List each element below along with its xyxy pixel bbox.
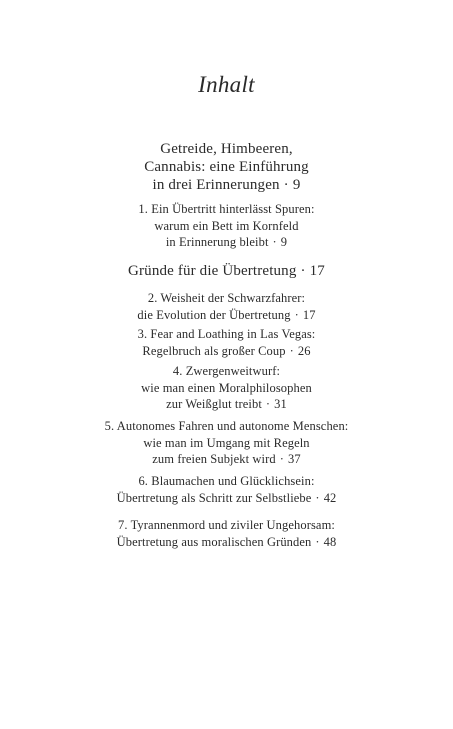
toc-entry-line: Cannabis: eine Einführung bbox=[144, 159, 309, 175]
toc-entry-last-line bbox=[0, 534, 453, 551]
toc-entry-line: in drei Erinnerungen bbox=[152, 177, 280, 193]
toc-entry-line: zur Weißglut treibt bbox=[166, 397, 262, 411]
page-separator: · bbox=[289, 343, 294, 358]
page-number: 42 bbox=[323, 490, 337, 505]
toc-entry-line: 5. Autonomes Fahren und autonome Menschen: bbox=[104, 419, 349, 433]
toc-entry-line: wie man einen Moralphilosophen bbox=[141, 380, 312, 395]
toc-entry-last-line bbox=[0, 307, 453, 324]
toc-entry-last-line bbox=[0, 490, 453, 507]
toc-chapter-entry bbox=[0, 473, 453, 506]
toc-chapter-entry bbox=[0, 326, 453, 359]
toc-entry-line: wie man im Umgang mit Regeln bbox=[143, 435, 310, 450]
toc-chapter-entry bbox=[0, 517, 453, 550]
page-number: 26 bbox=[297, 343, 311, 358]
toc-entry-last-line bbox=[0, 176, 453, 194]
toc-chapter-entry bbox=[0, 418, 453, 468]
page-separator: · bbox=[294, 307, 299, 322]
toc-chapter-entry bbox=[0, 201, 453, 251]
page-separator: · bbox=[300, 263, 306, 279]
toc-entry-line: Übertretung als Schritt zur Selbstliebe bbox=[116, 490, 312, 505]
toc-entry-line: in Erinnerung bleibt bbox=[165, 235, 269, 249]
toc-entry-line: 6. Blaumachen und Glücklichsein: bbox=[138, 474, 315, 488]
page-number: 9 bbox=[292, 177, 301, 193]
page-number: 17 bbox=[309, 263, 325, 279]
toc-entry-line: 3. Fear and Loathing in Las Vegas: bbox=[137, 327, 316, 341]
toc-entry-last-line bbox=[0, 451, 453, 468]
toc-chapter-entry bbox=[0, 290, 453, 323]
toc-section-entry bbox=[0, 140, 453, 194]
toc-entry-line: warum ein Bett im Kornfeld bbox=[154, 218, 299, 233]
toc-entry-line: Getreide, Himbeeren, bbox=[160, 141, 293, 157]
toc-entry-line: 4. Zwergenweitwurf: bbox=[172, 364, 281, 378]
toc-entry-line: Gründe für die Übertretung bbox=[128, 263, 297, 279]
toc-entry-line: die Evolution der Übertretung bbox=[137, 307, 291, 322]
page-separator: · bbox=[283, 177, 289, 193]
page-title: Inhalt bbox=[198, 72, 255, 97]
toc-entry-line: Regelbruch als großer Coup bbox=[142, 343, 286, 358]
page-separator: · bbox=[315, 534, 320, 549]
toc-entry-last-line bbox=[0, 396, 453, 413]
page-number: 9 bbox=[280, 235, 288, 249]
page-number: 31 bbox=[274, 397, 287, 411]
toc-chapter-entry bbox=[0, 363, 453, 413]
toc-entry-line: 7. Tyrannenmord und ziviler Ungehorsam: bbox=[118, 518, 335, 532]
toc-entry-line: Übertretung aus moralischen Gründen bbox=[116, 534, 312, 549]
page-number: 48 bbox=[323, 534, 337, 549]
page-separator: · bbox=[265, 397, 271, 411]
toc-entry-last-line bbox=[0, 343, 453, 360]
page-separator: · bbox=[315, 490, 320, 505]
page-number: 17 bbox=[302, 307, 316, 322]
toc-entry-last-line bbox=[0, 234, 453, 251]
page-separator: · bbox=[279, 452, 284, 466]
toc-entry-line: 2. Weisheit der Schwarzfahrer: bbox=[147, 291, 306, 305]
toc-entry-line: zum freien Subjekt wird bbox=[152, 452, 276, 466]
page-separator: · bbox=[272, 235, 277, 249]
toc-entry-line: 1. Ein Übertritt hinterlässt Spuren: bbox=[138, 202, 315, 216]
toc-section-entry bbox=[0, 262, 453, 280]
page-number: 37 bbox=[288, 452, 301, 466]
toc-entry-last-line bbox=[0, 262, 453, 280]
